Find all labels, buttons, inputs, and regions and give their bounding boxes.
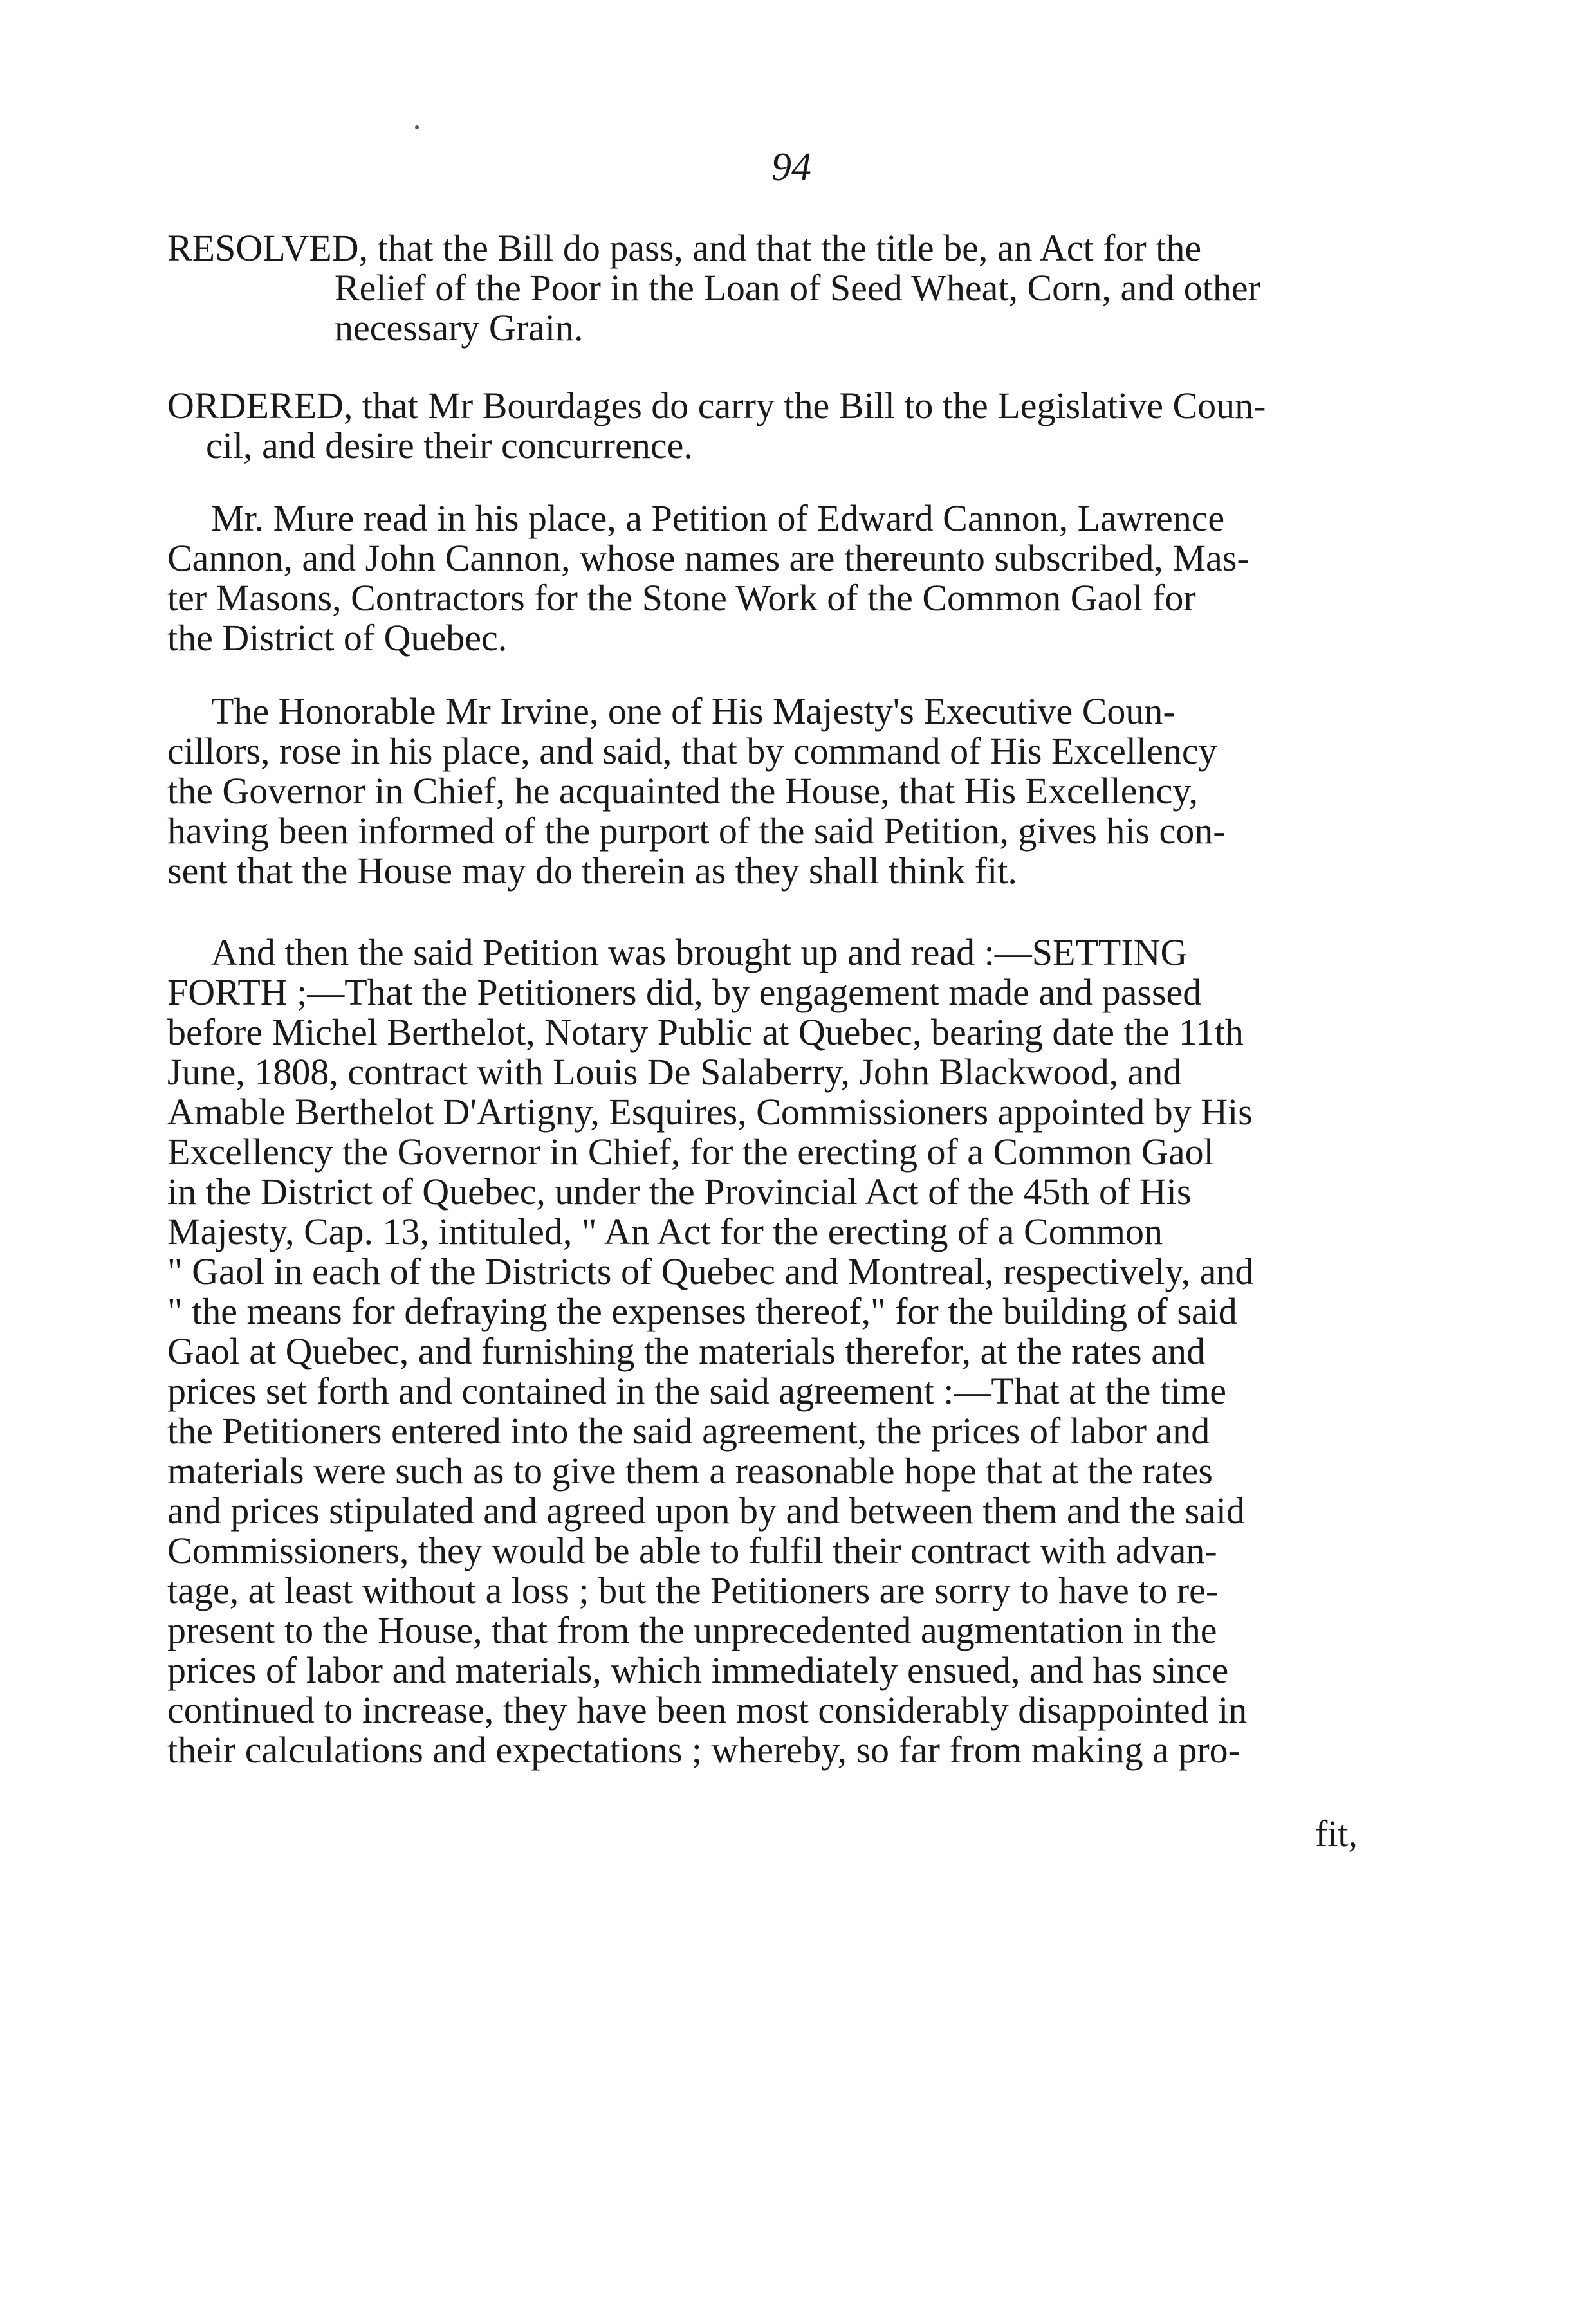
petition-body-line: June, 1808, contract with Louis De Salaberry, John Blackwood, and [167, 1051, 1182, 1093]
governor-consent-line: having been informed of the purport of the said Petition, gives his con- [167, 810, 1226, 852]
catchword: fit, [1314, 1813, 1358, 1854]
resolved-entry-line: necessary Grain. [335, 307, 584, 349]
resolved-entry-line: Relief of the Poor in the Loan of Seed Wheat, Corn, and other [335, 267, 1260, 309]
petition-body-line: in the District of Quebec, under the Provincial Act of the 45th of His [167, 1171, 1192, 1212]
petition-body-line: And then the said Petition was brought up and read :—SETTING [211, 931, 1188, 973]
petition-body-line: materials were such as to give them a reasonable hope that at the rates [167, 1450, 1213, 1492]
resolved-entry-line: RESOLVED, that the Bill do pass, and that the title be, an Act for the [167, 227, 1202, 269]
petition-body-line: Gaol at Quebec, and furnishing the materials therefor, at the rates and [167, 1330, 1205, 1372]
petition-body-line: continued to increase, they have been most considerably disappointed in [167, 1689, 1248, 1731]
petition-body-line: Commissioners, they would be able to fulfil their contract with advan- [167, 1530, 1217, 1571]
petition-body-line: " Gaol in each of the Districts of Quebec and Montreal, respectively, and [167, 1250, 1254, 1292]
petition-reading-line: Mr. Mure read in his place, a Petition of Edward Cannon, Lawrence [211, 497, 1225, 539]
petition-reading-line: ter Masons, Contractors for the Stone Work of the Common Gaol for [167, 577, 1196, 619]
petition-body-line: prices set forth and contained in the said agreement :—That at the time [167, 1370, 1226, 1412]
petition-body-line: present to the House, that from the unprecedented augmentation in the [167, 1609, 1217, 1651]
petition-body-line: Amable Berthelot D'Artigny, Esquires, Commissioners appointed by His [167, 1091, 1253, 1133]
petition-reading [167, 499, 1383, 658]
petition-body-line: the Petitioners entered into the said agreement, the prices of labor and [167, 1410, 1210, 1452]
petition-body-line: their calculations and expectations ; whereby, so far from making a pro- [167, 1729, 1240, 1771]
petition-body-line: " the means for defraying the expenses thereof," for the building of said [167, 1290, 1237, 1332]
ordered-entry-line: cil, and desire their concurrence. [206, 425, 693, 466]
page-number: 94 [771, 145, 811, 189]
governor-consent-line: sent that the House may do therein as they shall think fit. [167, 850, 1017, 892]
petition-body-line: before Michel Berthelot, Notary Public at Quebec, bearing date the 11th [167, 1011, 1244, 1053]
resolved-entry [167, 228, 1383, 348]
governor-consent-line: cillors, rose in his place, and said, that by command of His Excellency [167, 730, 1217, 772]
ordered-entry [167, 386, 1383, 466]
petition-body [167, 933, 1383, 1770]
governor-consent-line: The Honorable Mr Irvine, one of His Majesty's Executive Coun- [211, 690, 1176, 732]
petition-reading-line: the District of Quebec. [167, 617, 508, 659]
governor-consent [167, 691, 1383, 891]
ink-speck [415, 125, 419, 129]
ordered-entry-line: ORDERED, that Mr Bourdages do carry the Bill to the Legislative Coun- [167, 385, 1266, 426]
petition-body-line: prices of labor and materials, which immediately ensued, and has since [167, 1649, 1229, 1691]
petition-body-line: tage, at least without a loss ; but the Petitioners are sorry to have to re- [167, 1569, 1219, 1611]
governor-consent-line: the Governor in Chief, he acquainted the House, that His Excellency, [167, 770, 1198, 812]
catchword-block [167, 1814, 1383, 1854]
petition-body-line: FORTH ;—That the Petitioners did, by engagement made and passed [167, 971, 1202, 1013]
petition-reading-line: Cannon, and John Cannon, whose names are thereunto subscribed, Mas- [167, 537, 1249, 579]
petition-body-line: Excellency the Governor in Chief, for the erecting of a Common Gaol [167, 1131, 1214, 1173]
petition-body-line: and prices stipulated and agreed upon by and between them and the said [167, 1490, 1246, 1532]
petition-body-line: Majesty, Cap. 13, intituled, " An Act for the erecting of a Common [167, 1211, 1163, 1252]
